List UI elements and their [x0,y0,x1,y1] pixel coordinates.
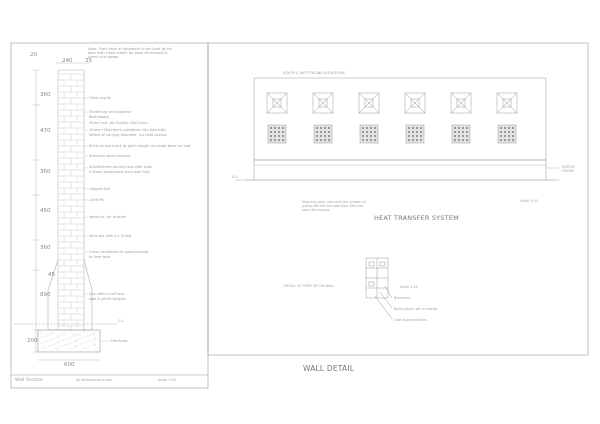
footing-aggregate [60,341,61,342]
storage-cell [370,131,372,133]
storage-cell [282,139,284,141]
storage-cell [320,131,322,133]
footing-aggregate [79,339,80,340]
storage-cell [408,127,410,129]
storage-cell [412,127,414,129]
annotation: Hopped tint [89,187,111,191]
footing-aggregate [67,333,68,334]
storage-cell [324,127,326,129]
storage-cell [408,131,410,133]
page-title: WALL DETAIL [303,364,355,373]
annotation: 45mm+20x20mm cantilever ribs tied with [89,128,166,132]
storage-cell [412,139,414,141]
storage-cell [454,127,456,129]
footing-aggregate [41,333,42,334]
storage-cell [504,135,506,137]
storage-cell [504,127,506,129]
storage-cell [374,131,376,133]
storage-cell [278,135,280,137]
storage-cell [466,131,468,133]
footing-aggregate [94,344,95,345]
storage-cell [316,135,318,137]
storage-cell [416,131,418,133]
pipe-detail-title: DETAIL OF PIPES SET IN WALL [284,284,335,288]
storage-cell [362,139,364,141]
storage-cell [458,131,460,133]
storage-cell [362,127,364,129]
annotation: Cross ventilated air gap/creasing [89,250,149,254]
footing-aggregate [81,344,82,345]
storage-cell [454,139,456,141]
storage-cell [374,139,376,141]
footing-aggregate [73,348,74,349]
storage-cell [328,131,330,133]
elevation-top-label: SOUTH & WEST FACING ELEVATIONS [283,71,345,75]
storage-cell [324,131,326,133]
footing-aggregate [84,343,85,344]
pipe-label-2: Black pipes, set in mortar [394,307,438,311]
footing-aggregate [57,349,58,350]
dim-footing-width: 600 [64,362,75,368]
dim-height-5: 360 [40,245,51,251]
storage-cell [408,135,410,137]
storage-cell [270,135,272,137]
footing-aggregate [62,346,63,347]
footing-aggregate [50,340,51,341]
storage-cell [466,135,468,137]
storage-cell [420,139,422,141]
storage-cell [508,127,510,129]
storage-cell [462,131,464,133]
storage-cell [508,131,510,133]
storage-cell [366,127,368,129]
footing-aggregate [83,349,84,350]
storage-cell [328,127,330,129]
annotation: 40x40x5mm purlin/cross with slots [89,165,152,169]
storage-cell [512,139,514,141]
footing-aggregate [93,340,94,341]
storage-cell [274,127,276,129]
dim-height-1: 360 [40,92,51,98]
storage-cell [462,127,464,129]
storage-cell [362,135,364,137]
storage-cell [500,135,502,137]
storage-cell [512,135,514,137]
storage-cell [454,135,456,137]
footing-aggregate [77,341,78,342]
footing-aggregate [72,337,73,338]
storage-cell [274,135,276,137]
storage-cell [320,135,322,137]
storage-cell [278,139,280,141]
footing-aggregate [91,335,92,336]
deploy-label: DEPLOY [562,165,576,169]
wall-section-label: Wall Section [15,378,43,383]
storage-cell [316,139,318,141]
storage-cell [324,139,326,141]
annotation: Clear cap fb [89,96,111,100]
footing-aggregate [65,345,66,346]
dims-note: All dimensions in mm [76,378,113,382]
storage-cell [458,139,460,141]
footing-aggregate [47,341,48,342]
storage-cell [374,135,376,137]
footing-aggregate [77,334,78,335]
footing-aggregate [96,349,97,350]
annotation: Lintel fill [89,198,105,202]
storage-cell [504,139,506,141]
footing-aggregate [58,336,59,337]
footing-aggregate [76,340,77,341]
annotation: Stainless steel channel [89,154,131,158]
footing-aggregate [53,339,54,340]
storage-cell [366,139,368,141]
dim-height-2: 470 [40,128,51,134]
annotation: to lime face [89,255,111,259]
footing-aggregate [88,336,89,337]
footing-aggregate [76,347,77,348]
footing-aggregate [96,339,97,340]
footing-aggregate [82,338,83,339]
footing-aggregate [93,333,94,334]
storage-cell [504,131,506,133]
storage-cell [508,135,510,137]
footing-aggregate [95,345,96,346]
footing-aggregate [68,344,69,345]
footing-aggregate [56,348,57,349]
footing-aggregate [64,334,65,335]
storage-cell [412,135,414,137]
footing-aggregate [56,338,57,339]
footing-aggregate [45,336,46,337]
ht-ground-label: G.L [232,175,238,179]
footing-aggregate [75,336,76,337]
storage-cell [328,139,330,141]
footing-aggregate [44,342,45,343]
footing-aggregate [86,348,87,349]
ht-note-3: each discharges [302,208,330,212]
footing-aggregate [90,341,91,342]
footing-aggregate [58,343,59,344]
storage-cell [374,127,376,129]
storage-cell [420,135,422,137]
pipe-label-3: Cast spacers/bricks [394,318,427,322]
annotation: Dpc with a half lock [89,292,125,296]
brick-footing-wedge [48,260,92,330]
annotation: Vents ch. for bracket [89,215,127,219]
storage-cell [282,127,284,129]
storage-cell [316,131,318,133]
annotation: wall & plinth lengths [89,297,126,301]
storage-cell [412,131,414,133]
storage-cell [512,127,514,129]
pipe-in-wall-detail [366,258,392,319]
storage-cell [500,131,502,133]
wall-note: Note: Front face of brickwork to be lined by tie bars with close match for ease of removal & check trial boxes [88,47,172,59]
footing-aggregate [89,347,90,348]
storage-cell [512,131,514,133]
storage-cell [270,139,272,141]
footing-aggregate [61,335,62,336]
footing-aggregate [80,333,81,334]
storage-cell [420,127,422,129]
storage-cell [366,131,368,133]
storage-cell [282,135,284,137]
annotation: & three projections from wall fully [89,170,151,174]
footing-aggregate [59,337,60,338]
footing-aggregate [49,346,50,347]
annotation: Brick course block at pitch length to create base for roof [89,144,191,148]
footing-aggregate [70,349,71,350]
storage-cell [454,131,456,133]
footing-aggregate [63,340,64,341]
footing-aggregate [85,337,86,338]
footing-aggregate [78,335,79,336]
ht-note-1: Drip tray pipe runs and the system of [302,200,366,204]
annotation: lattice of varying diameter, for heat access [89,133,167,137]
storage-cell [324,135,326,137]
dim-top-right: 25 [85,58,92,64]
footing-aggregate [42,337,43,338]
footing-aggregate [52,345,53,346]
dim-top-offset: 20 [30,52,37,58]
storage-cell [278,127,280,129]
storage-cell [316,127,318,129]
footing-aggregate [48,335,49,336]
footing-aggregate [43,348,44,349]
ground-line-label: G.L [118,319,124,323]
heat-transfer-title: HEAT TRANSFER SYSTEM [374,214,459,222]
annotation: Sheet tray and pipeline [89,110,132,114]
storage-cell [458,135,460,137]
footing-aggregate [74,342,75,343]
storage-cell [416,139,418,141]
storage-cell [466,127,468,129]
annotation: Vent dpc with t.s. lining [89,234,132,238]
annotation: Bed Hoppe [89,115,109,119]
storage-cell [274,139,276,141]
footing-aggregate [57,342,58,343]
footing-aggregate [78,345,79,346]
footing-aggregate [74,335,75,336]
footing-aggregate [46,347,47,348]
storage-cell [270,131,272,133]
storage-cell [462,139,464,141]
storage-cell [320,127,322,129]
dim-footing-height: 200 [27,338,38,344]
storage-cell [274,131,276,133]
storage-cell [466,139,468,141]
storage-cell [370,139,372,141]
footing-aggregate [55,344,56,345]
storage-cell [416,135,418,137]
footing-aggregate [66,339,67,340]
pipe-label-1: Breeshen [394,296,410,300]
storage-cell [366,135,368,137]
storage-cell [462,135,464,137]
dim-height-4: 450 [40,208,51,214]
footing-aggregate [41,343,42,344]
storage-cell [370,135,372,137]
storage-cell [370,127,372,129]
footing-aggregate [54,333,55,334]
ht-note-2: pump will link the wall pipe tied into [302,204,364,208]
footing-aggregate [87,342,88,343]
footing-aggregate [92,346,93,347]
footing-aggregate [75,346,76,347]
dim-top-width: 240 [62,58,73,64]
storage-cell [278,131,280,133]
footing-aggregate [94,334,95,335]
ht-scale: Scale 1:50 [520,199,538,203]
storage-cell [408,139,410,141]
storage-cell [500,127,502,129]
storage-cell [270,127,272,129]
dim-height-6: 890 [40,292,51,298]
storage-cell [416,127,418,129]
storage-cell [500,139,502,141]
storage-cell [328,135,330,137]
storage-cell [362,131,364,133]
wall-section-scale: Scale 1:20 [158,378,176,382]
annotation: 20mm ext. ply facility 10x10mm [89,121,148,125]
dim-footing-step: 45 [48,272,55,278]
dim-height-3: 360 [40,169,51,175]
storage-cell [320,139,322,141]
storage-cell [458,127,460,129]
footing-aggregate [59,347,60,348]
annotation: Hardcore [111,339,128,343]
footing-aggregate [51,334,52,335]
footing-aggregate [71,343,72,344]
pipe-detail-scale: Scale 1:25 [400,285,418,289]
storage-cell [420,131,422,133]
footing-aggregate [95,338,96,339]
storage-cell [508,139,510,141]
footing-aggregate [69,338,70,339]
storage-cell [282,131,284,133]
grude-label: GRUDE [562,169,575,173]
